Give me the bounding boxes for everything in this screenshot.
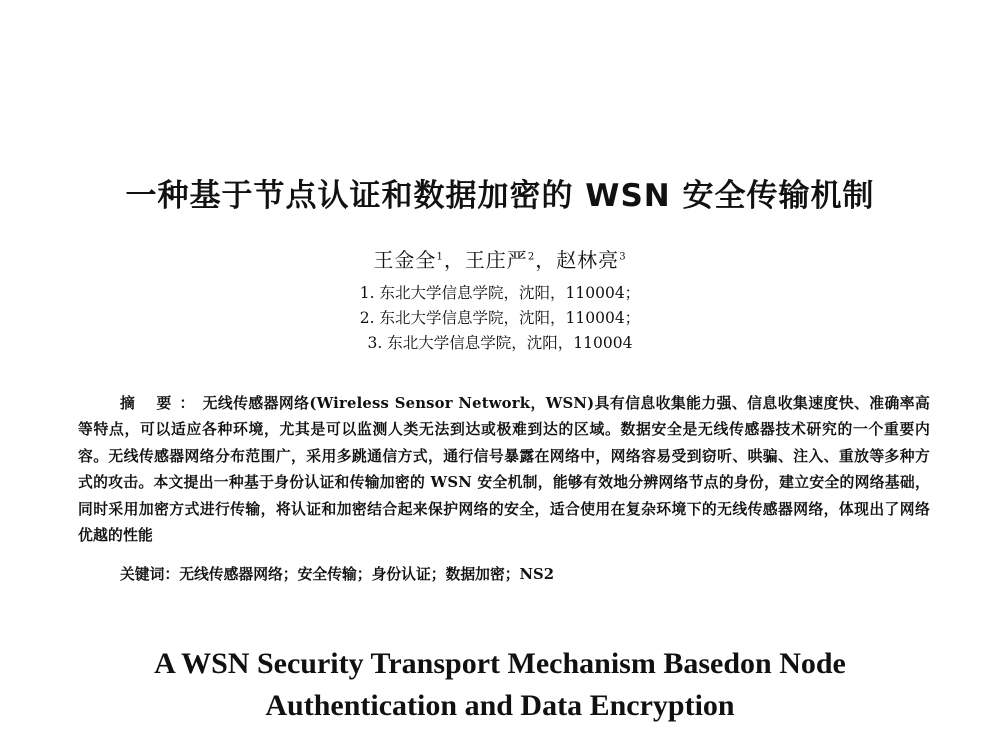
keywords xyxy=(120,563,554,584)
affiliation-list xyxy=(0,281,1000,356)
author-affiliation-mark: 3 xyxy=(619,251,627,263)
author-separator: ， xyxy=(443,248,465,272)
author-affiliation-mark: 2 xyxy=(527,251,536,263)
author-list xyxy=(0,244,1000,273)
author-name: 王金全 xyxy=(373,248,437,272)
abstract-text: 无线传感器网络(Wireless Sensor Network，WSN)具有信息收集能力强、信息收集速度快、准确率高等特点，可以适应各种环境，尤其是可以监测人类无法到达或极难到达的区域。数据安全是无线传感器技术研究的一个重要内容。无线传感器网络分布范围广，采用多跳通信方式，通行信号暴露在网络中，网络容易受到窃听、哄骗、注入、重放等多种方式的攻击。本文提出一种基于身份认证和传输加密的 WSN 安全机制，能够有效地分辨网络节点的身份，建立安全的网络基础，同时采用加密方式进行传输，将认证和加密结合起来保护网络的安全，适合使用在复杂环境下的无线传感器网络，体现出了网络优越的性能 xyxy=(78,395,931,545)
author-affiliation-mark: 1 xyxy=(436,251,444,263)
abstract xyxy=(78,391,930,549)
abstract-label: 摘 要： xyxy=(120,395,203,412)
keywords-text: 无线传感器网络；安全传输；身份认证；数据加密；NS2 xyxy=(179,566,555,583)
affiliation-line: 2. 东北大学信息学院，沈阳，110004； xyxy=(359,309,641,327)
author-separator: ， xyxy=(535,248,557,272)
english-title-line: Authentication and Data Encryption xyxy=(265,689,735,722)
author-name: 王庄严 xyxy=(464,248,528,272)
chinese-title: 一种基于节点认证和数据加密的 WSN 安全传输机制 xyxy=(125,178,875,214)
english-title xyxy=(0,643,1000,727)
keywords-label: 关键词： xyxy=(120,566,180,583)
affiliation-line: 1. 东北大学信息学院，沈阳，110004； xyxy=(359,284,641,302)
english-title-line: A WSN Security Transport Mechanism Basedon Node xyxy=(154,647,846,680)
affiliation-line: 3. 东北大学信息学院，沈阳，110004 xyxy=(367,334,633,352)
author-name: 赵林亮 xyxy=(556,248,620,272)
